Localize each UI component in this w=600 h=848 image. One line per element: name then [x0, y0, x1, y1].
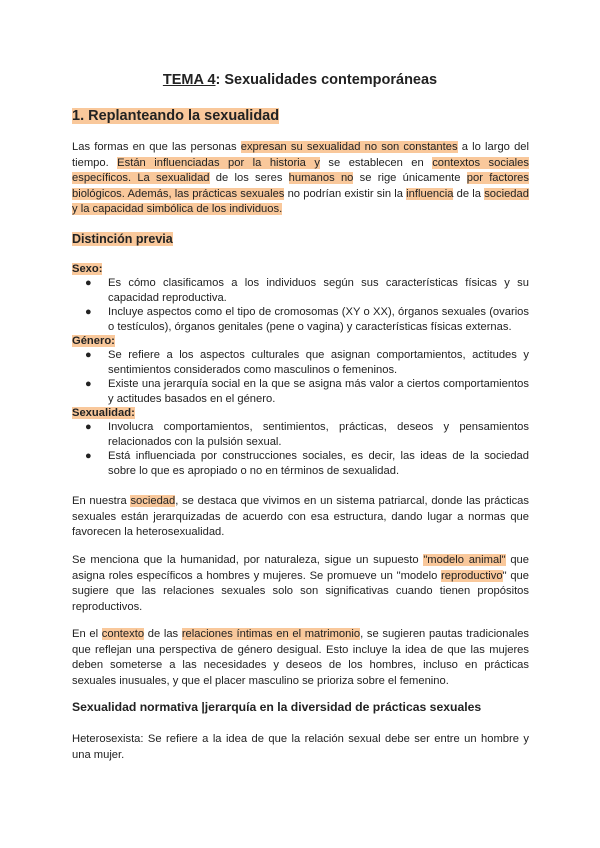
- highlighted-text: reproductivo: [441, 569, 503, 582]
- list-item: [72, 348, 529, 377]
- list-item: [72, 420, 529, 449]
- highlighted-text: sociedad: [130, 495, 176, 507]
- highlighted-text: por factores biológicos. Además, las prácticas sexuales: [72, 172, 529, 200]
- text-run: Se menciona que la humanidad, por naturaleza, sigue un supuesto: [72, 554, 424, 566]
- highlighted-text: relaciones íntimas en el matrimonio: [181, 628, 361, 640]
- text-run: no podrían existir sin la: [284, 187, 407, 200]
- bullet-icon: ●: [85, 450, 92, 462]
- text-run: " que sugiere que las relaciones sexuales solo son significativas cuando tienen propósitos reproductivos.: [72, 569, 529, 613]
- list-item: [72, 377, 529, 406]
- list-item: [72, 449, 529, 478]
- paragraph-sociedad: [72, 494, 529, 541]
- highlighted-text: "modelo animal": [423, 554, 506, 566]
- list-item-text: Es cómo clasificamos a los individuos según sus características físicas y su capacidad reproductiva.: [108, 277, 529, 304]
- text-run: de las: [144, 628, 182, 640]
- list-sexualidad: [72, 420, 529, 478]
- list-sexo: [72, 276, 529, 334]
- title-topic-number: TEMA 4: [162, 72, 216, 88]
- text-run: a lo largo del tiempo.: [72, 141, 529, 169]
- paragraph-matrimonio: [72, 627, 529, 689]
- list-item-text: Está influenciada por construcciones sociales, es decir, las ideas de la sociedad sobre lo que es apropiado o no en términos de sexualidad.: [108, 450, 529, 477]
- bullet-icon: ●: [85, 349, 92, 361]
- list-item-text: Involucra comportamientos, sentimientos, prácticas, deseos y pensamientos relacionados con la pulsión sexual.: [108, 421, 529, 448]
- list-item-text: Existe una jerarquía social en la que se asigna más valor a ciertos comportamientos y actitudes basados en el género.: [108, 378, 529, 405]
- list-item-text: Se refiere a los aspectos culturales que asignan comportamientos, actitudes y sentimientos considerados como masculinos o femeninos.: [108, 349, 529, 376]
- text-run: se rige únicamente: [353, 172, 467, 184]
- text-run: Las formas en que las personas: [72, 141, 241, 153]
- label-genero: Género:: [72, 335, 115, 347]
- bullet-icon: ●: [85, 378, 92, 390]
- text-run: , se destaca que vivimos en un sistema patriarcal, donde las prácticas sexuales están jerarquizadas de acuerdo con esa estructura, dando lugar a normas que favorecen la heterosexualidad.: [72, 495, 529, 538]
- bullet-icon: ●: [85, 306, 92, 318]
- subheading-distincion-previa: Distinción previa: [72, 232, 173, 246]
- highlighted-text: expresan su sexualidad no son constantes: [240, 141, 458, 153]
- highlighted-text: contextos sociales específicos. La sexualidad: [72, 156, 529, 184]
- text-run: se establecen en: [319, 156, 433, 169]
- highlighted-text: influencia: [406, 187, 454, 200]
- highlighted-text: Están influenciadas por la historia y: [117, 156, 320, 169]
- text-run: que asigna roles específicos a hombres y mujeres. Se promueve un "modelo: [72, 554, 530, 582]
- highlighted-text: contexto: [101, 628, 145, 640]
- intro-paragraph: [72, 140, 529, 218]
- label-sexo: Sexo:: [72, 263, 103, 275]
- text-run: Heterosexista: Se refiere a la idea de que la relación sexual debe ser entre un hombre y una mujer.: [72, 733, 529, 761]
- text-run: de la: [453, 187, 485, 200]
- highlighted-text: sociedad y la capacidad simbólica de los individuos.: [72, 187, 529, 215]
- subheading-sexualidad-normativa: Sexualidad normativa |jerarquía en la diversidad de prácticas sexuales: [72, 700, 482, 714]
- paragraph-heterosexista: [72, 732, 529, 763]
- bullet-icon: ●: [85, 277, 92, 289]
- list-item: [72, 276, 529, 305]
- text-run: de los seres: [209, 172, 289, 184]
- highlighted-text: humanos no: [288, 172, 354, 184]
- document-title: [0, 72, 600, 88]
- paragraph-modelo-animal: [72, 553, 529, 615]
- text-run: En el: [72, 628, 102, 640]
- label-sexualidad: Sexualidad:: [72, 407, 135, 419]
- title-text: : Sexualidades contemporáneas: [215, 72, 438, 88]
- list-genero: [72, 348, 529, 406]
- text-run: , se sugieren pautas tradicionales que reflejan una perspectiva de género desigual. Esto incluye la idea de que las mujeres deben someterse a las necesidades y deseos de los hombres, incluso en prácticas sexuales inusuales, y que el placer masculino se prioriza sobre el femenino.: [72, 628, 530, 687]
- section-heading-replanteando: 1. Replanteando la sexualidad: [72, 108, 280, 124]
- list-item-text: Incluye aspectos como el tipo de cromosomas (XY o XX), órganos sexuales (ovarios o testículos), órganos genitales (pene o vagina) y características físicas externas.: [108, 306, 529, 333]
- text-run: En nuestra: [72, 495, 131, 507]
- list-item: [72, 305, 529, 334]
- bullet-icon: ●: [85, 421, 92, 433]
